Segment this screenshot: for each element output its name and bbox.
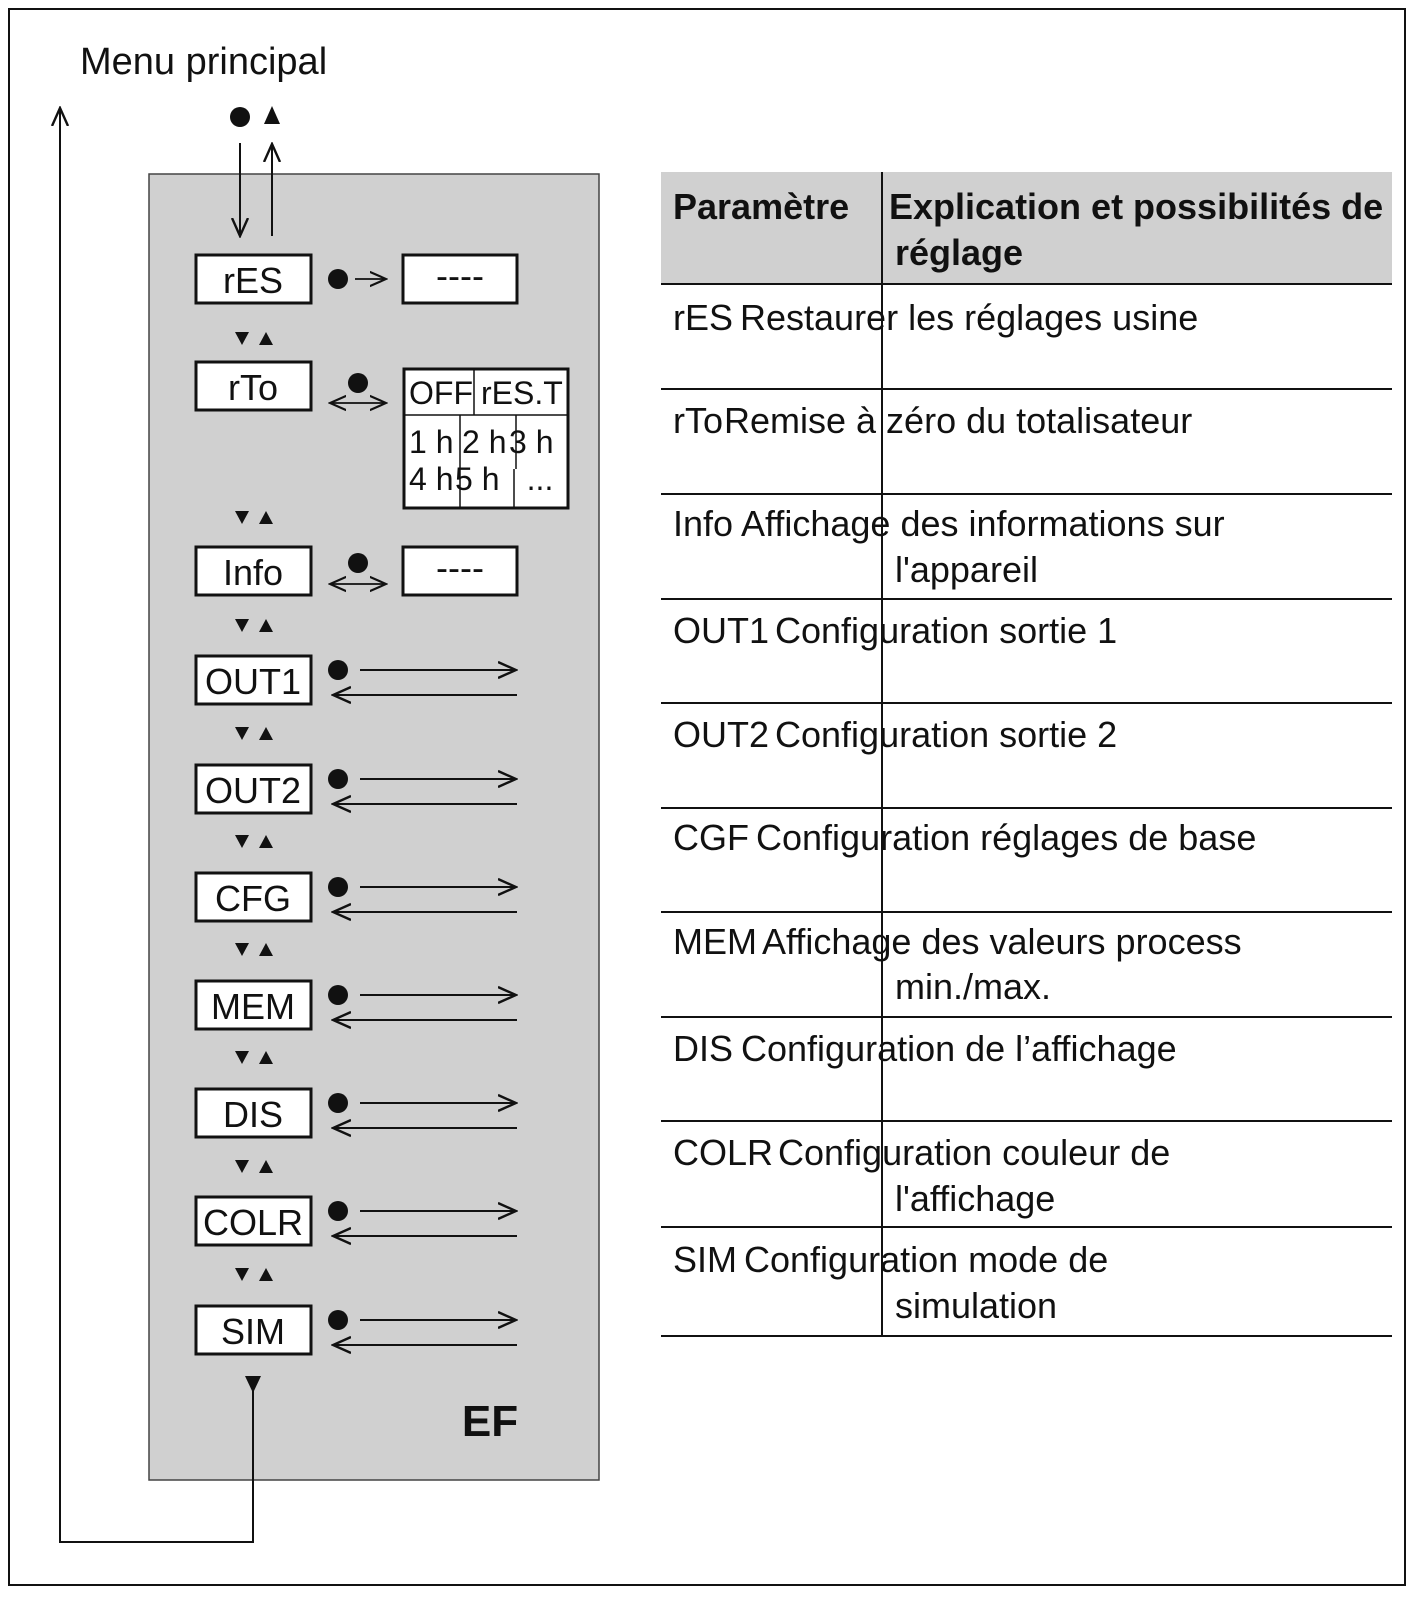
menu-item-sim[interactable]	[196, 1306, 311, 1354]
param-cell: rES	[673, 297, 734, 338]
menu-item-res[interactable]	[196, 255, 311, 303]
menu-item-label: SIM	[220, 1311, 286, 1352]
param-cell: COLR	[673, 1132, 774, 1173]
menu-item-rto[interactable]	[196, 362, 311, 410]
table-row	[673, 297, 1198, 338]
explanation-cell: Affichage des informations sur	[741, 503, 1225, 544]
info-display-value: ----	[436, 547, 484, 588]
rto-option: ...	[526, 461, 554, 497]
panel-label: EF	[461, 1397, 519, 1446]
param-cell: CGF	[673, 817, 749, 858]
menu-item-label: rTo	[227, 367, 279, 408]
rto-option: OFF	[409, 375, 473, 411]
menu-item-label: COLR	[202, 1202, 304, 1243]
rto-option: 5 h	[455, 461, 500, 497]
menu-item-cfg[interactable]	[196, 873, 311, 921]
menu-item-label: DIS	[222, 1094, 284, 1135]
menu-item-label: MEM	[211, 986, 295, 1027]
menu-item-info[interactable]	[196, 547, 311, 595]
set-button-icon	[230, 107, 250, 127]
table-row	[673, 400, 1192, 441]
table-row	[673, 1028, 1177, 1069]
param-cell: MEM	[673, 921, 757, 962]
explanation-cell: Remise à zéro du totalisateur	[724, 400, 1193, 441]
explanation-cell-cont: l'appareil	[895, 549, 1038, 590]
menu-item-label: CFG	[215, 878, 291, 919]
menu-item-out2[interactable]	[196, 765, 311, 813]
table-row	[673, 921, 1242, 1007]
menu-principal-title: Menu principal	[80, 41, 328, 83]
menu-item-mem[interactable]	[196, 981, 311, 1029]
table-header-explanation: Explication et possibilités de	[889, 186, 1384, 227]
explanation-cell-cont: simulation	[895, 1285, 1058, 1326]
up-button-icon	[264, 106, 280, 124]
param-cell: SIM	[673, 1239, 738, 1280]
param-cell: OUT1	[673, 610, 770, 651]
explanation-cell: Configuration sortie 2	[775, 714, 1118, 755]
set-button-icon	[328, 269, 348, 289]
res-display-value: ----	[436, 255, 484, 296]
menu-item-label: OUT1	[204, 661, 302, 702]
rto-option: 4 h	[409, 461, 454, 497]
rto-option: 2 h	[462, 424, 507, 460]
explanation-cell: Restaurer les réglages usine	[740, 297, 1199, 338]
table-row	[673, 714, 1117, 755]
param-cell: DIS	[673, 1028, 734, 1069]
parameter-table	[661, 172, 1392, 1336]
menu-item-label: rES	[222, 260, 284, 301]
menu-item-colr[interactable]	[196, 1197, 311, 1245]
table-row	[673, 817, 1256, 858]
table-row	[673, 503, 1225, 590]
table-row	[673, 1132, 1170, 1219]
explanation-cell: Configuration réglages de base	[756, 817, 1257, 858]
param-cell: Info	[673, 503, 734, 544]
rto-option: 1 h	[409, 424, 454, 460]
table-row	[673, 610, 1117, 651]
menu-item-label: Info	[222, 552, 284, 593]
param-cell: OUT2	[673, 714, 770, 755]
explanation-cell: Affichage des valeurs process	[762, 921, 1242, 962]
explanation-cell-cont: l'affichage	[895, 1178, 1056, 1219]
rto-option: 3 h	[509, 424, 554, 460]
param-cell: rTo	[673, 400, 724, 441]
table-header-explanation-cont: réglage	[895, 232, 1024, 273]
rto-option: rES.T	[481, 375, 563, 411]
menu-item-label: OUT2	[204, 770, 302, 811]
explanation-cell: Configuration de l’affichage	[741, 1028, 1177, 1069]
table-row	[673, 1239, 1108, 1326]
menu-item-dis[interactable]	[196, 1089, 311, 1137]
explanation-cell: Configuration sortie 1	[775, 610, 1118, 651]
rto-options-grid	[404, 369, 568, 508]
set-button-icon	[348, 373, 368, 393]
set-button-icon	[348, 553, 368, 573]
menu-item-out1[interactable]	[196, 656, 311, 704]
explanation-cell-cont: min./max.	[895, 966, 1052, 1007]
table-header-param: Paramètre	[673, 186, 850, 227]
explanation-cell: Configuration mode de	[744, 1239, 1109, 1280]
explanation-cell: Configuration couleur de	[778, 1132, 1171, 1173]
